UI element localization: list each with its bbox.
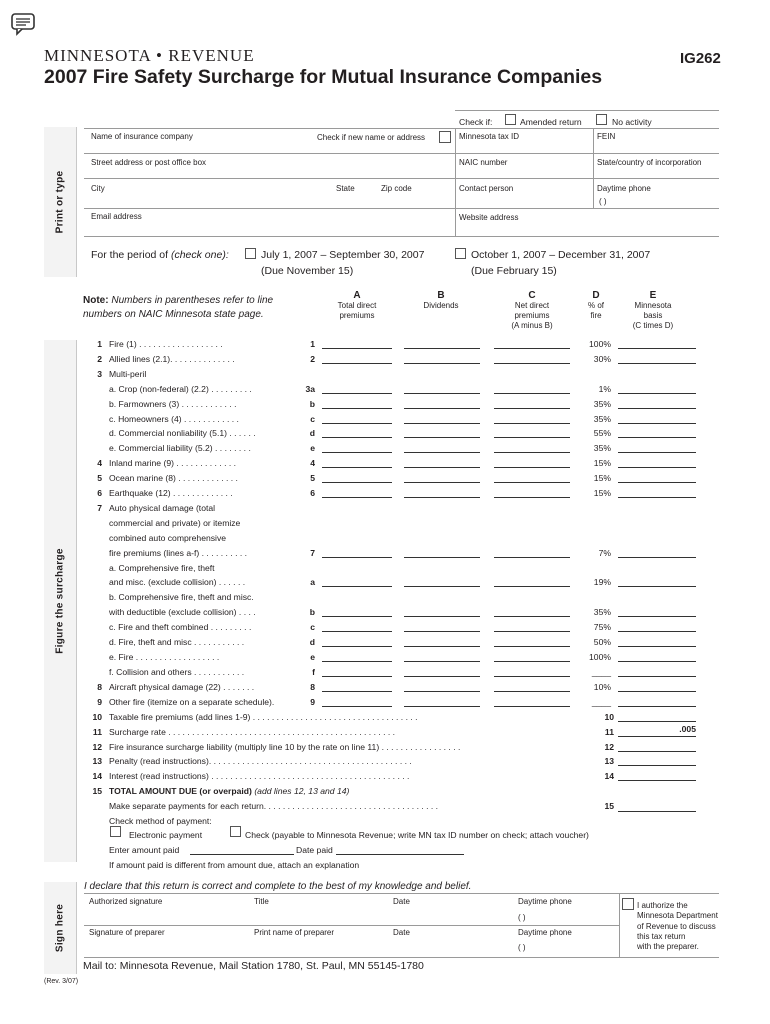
no-activity-label: No activity xyxy=(612,117,652,127)
row-description: combined auto comprehensive xyxy=(109,533,227,543)
column-a-field[interactable] xyxy=(322,393,392,394)
total-number: 10 xyxy=(92,712,102,722)
check-if-label: Check if: xyxy=(459,117,493,127)
row-line-ref: 9 xyxy=(310,697,315,707)
street-address-field[interactable]: Street address or post office box xyxy=(91,158,207,167)
column-c-field[interactable] xyxy=(494,467,570,468)
column-a-header: A Total direct premiums xyxy=(337,290,377,320)
column-c-field[interactable] xyxy=(494,408,570,409)
column-e-field[interactable] xyxy=(618,616,696,617)
column-e-field[interactable] xyxy=(618,437,696,438)
column-d-header: D % of fire xyxy=(587,290,604,320)
column-a-field[interactable] xyxy=(322,557,392,558)
revision-date: (Rev. 3/07) xyxy=(44,978,79,985)
total-amount-field[interactable] xyxy=(618,721,696,722)
column-b-field[interactable] xyxy=(404,482,480,483)
print-or-type-band xyxy=(44,127,77,277)
row-number: 9 xyxy=(97,697,102,707)
column-c-field[interactable] xyxy=(494,676,570,677)
row-line-ref: b xyxy=(309,399,315,409)
new-name-label: Check if new name or address xyxy=(317,133,426,142)
total-line-ref: 13 xyxy=(604,756,614,766)
email-field[interactable]: Email address xyxy=(91,212,142,221)
row-line-ref: 4 xyxy=(310,458,315,468)
row-line-ref: 2 xyxy=(310,354,315,364)
fein-field[interactable]: FEIN xyxy=(597,132,616,141)
column-e-field[interactable] xyxy=(618,467,696,468)
no-activity-checkbox[interactable] xyxy=(596,114,607,125)
row-line-ref: 6 xyxy=(310,488,315,498)
row-description: Multi-peril xyxy=(109,369,147,379)
column-b-field[interactable] xyxy=(404,348,480,349)
row-percent: ____ xyxy=(591,697,611,707)
row-line-ref: c xyxy=(310,622,315,632)
line15-separate: Make separate payments for each return. . . . . . . . . . . . . . . . . . . . . . . . . . . . . . . . . . . . . xyxy=(109,801,439,811)
state-field[interactable]: State xyxy=(336,184,355,193)
tax-id-field[interactable]: Minnesota tax ID xyxy=(459,132,520,141)
column-a-field[interactable] xyxy=(322,348,392,349)
column-b-field[interactable] xyxy=(404,557,480,558)
row-line-ref: 8 xyxy=(310,682,315,692)
row-description: fire premiums (lines a-f) . . . . . . . . . . xyxy=(109,548,248,558)
column-c-header: C Net direct premiums (A minus B) xyxy=(511,290,553,330)
row-description: Ocean marine (8) . . . . . . . . . . . . . xyxy=(109,473,238,483)
column-a-field[interactable] xyxy=(322,676,392,677)
row-number: 3 xyxy=(97,369,102,379)
page-title: 2007 Fire Safety Surcharge for Mutual Insurance Companies xyxy=(44,66,603,88)
column-a-field[interactable] xyxy=(322,586,392,587)
column-e-field[interactable] xyxy=(618,646,696,647)
row-description: e. Commercial liability (5.2) . . . . . . . . xyxy=(109,443,251,453)
row-percent: ____ xyxy=(591,667,611,677)
sign-here-band xyxy=(44,882,77,974)
column-b-field[interactable] xyxy=(404,676,480,677)
column-b-field[interactable] xyxy=(404,408,480,409)
check-payment-checkbox[interactable] xyxy=(230,826,241,837)
row-line-ref: d xyxy=(309,637,315,647)
row-line-ref: e xyxy=(310,652,315,662)
payment-method-label: Check method of payment: xyxy=(109,816,212,826)
row-percent: 15% xyxy=(593,458,611,468)
row-line-ref: b xyxy=(309,607,315,617)
total-description: Taxable fire premiums (add lines 1-9) . . . . . . . . . . . . . . . . . . . . . . . . . . . . . . . . . . . xyxy=(109,712,418,722)
row-description: c. Fire and theft combined . . . . . . . . . xyxy=(109,622,252,632)
column-c-field[interactable] xyxy=(494,363,570,364)
figure-surcharge-band xyxy=(44,340,77,862)
electronic-payment-checkbox[interactable] xyxy=(110,826,121,837)
column-c-field[interactable] xyxy=(494,437,570,438)
column-c-field[interactable] xyxy=(494,616,570,617)
line15-number: 15 xyxy=(92,786,102,796)
check-payment-label: Check (payable to Minnesota Revenue; write MN tax ID number on check; attach voucher) xyxy=(245,830,589,840)
row-description: b. Comprehensive fire, theft and misc. xyxy=(109,592,254,602)
row-number: 1 xyxy=(97,339,102,349)
line15-ref: 15 xyxy=(604,801,614,811)
state-country-field[interactable]: State/country of incorporation xyxy=(597,158,702,167)
row-line-ref: e xyxy=(310,443,315,453)
column-e-field[interactable] xyxy=(618,363,696,364)
row-description: with deductible (exclude collision) . . . . xyxy=(109,607,256,617)
column-c-field[interactable] xyxy=(494,482,570,483)
city-field[interactable]: City xyxy=(91,184,105,193)
column-e-field[interactable] xyxy=(618,393,696,394)
electronic-payment-label: Electronic payment xyxy=(129,830,203,840)
mail-to-address: Mail to: Minnesota Revenue, Mail Station 1780, St. Paul, MN 55145-1780 xyxy=(83,960,424,972)
period-q3-due: (Due November 15) xyxy=(261,265,354,277)
row-description: b. Farmowners (3) . . . . . . . . . . . . xyxy=(109,399,237,409)
column-b-field[interactable] xyxy=(404,423,480,424)
column-e-field[interactable] xyxy=(618,557,696,558)
total-amount-field[interactable] xyxy=(618,765,696,766)
row-number: 8 xyxy=(97,682,102,692)
amended-return-checkbox[interactable] xyxy=(505,114,516,125)
total-line-ref: 11 xyxy=(604,727,614,737)
row-line-ref: 3a xyxy=(305,384,315,394)
print-or-type-label: Print or type xyxy=(54,170,66,234)
row-description: d. Fire, theft and misc . . . . . . . . . . . xyxy=(109,637,245,647)
row-line-ref: 1 xyxy=(310,339,315,349)
row-line-ref: 7 xyxy=(310,548,315,558)
row-percent: 15% xyxy=(593,488,611,498)
period-q3-label: July 1, 2007 – September 30, 2007 xyxy=(261,249,425,261)
preparer-date-field[interactable]: Date xyxy=(393,928,410,937)
column-e-field[interactable] xyxy=(618,631,696,632)
column-c-field[interactable] xyxy=(494,661,570,662)
period-q4-label: October 1, 2007 – December 31, 2007 xyxy=(471,249,651,261)
date-paid-field[interactable] xyxy=(336,854,464,855)
comment-icon[interactable] xyxy=(10,12,36,36)
period-q4-checkbox[interactable] xyxy=(455,248,466,259)
total-amount-field[interactable] xyxy=(618,780,696,781)
row-percent: 19% xyxy=(593,577,611,587)
total-description: Surcharge rate . . . . . . . . . . . . . . . . . . . . . . . . . . . . . . . . . . . . . . . . . . . . . . . . xyxy=(109,727,396,737)
total-amount-field[interactable] xyxy=(618,736,696,737)
row-percent: 15% xyxy=(593,473,611,483)
signer-phone-paren: ( ) xyxy=(518,913,526,922)
column-b-field[interactable] xyxy=(404,661,480,662)
column-b-field[interactable] xyxy=(404,363,480,364)
column-e-field[interactable] xyxy=(618,586,696,587)
total-line-ref: 14 xyxy=(604,771,614,781)
row-percent: 1% xyxy=(598,384,611,394)
row-description: c. Homeowners (4) . . . . . . . . . . . . xyxy=(109,414,239,424)
column-b-field[interactable] xyxy=(404,497,480,498)
column-e-field[interactable] xyxy=(618,482,696,483)
column-a-field[interactable] xyxy=(322,706,392,707)
column-b-field[interactable] xyxy=(404,616,480,617)
row-line-ref: 5 xyxy=(310,473,315,483)
row-description: e. Fire . . . . . . . . . . . . . . . . . . xyxy=(109,652,220,662)
authorized-signature-field[interactable]: Authorized signature xyxy=(89,897,163,906)
column-c-field[interactable] xyxy=(494,557,570,558)
column-e-field[interactable] xyxy=(618,691,696,692)
naic-number-field[interactable]: NAIC number xyxy=(459,158,508,167)
column-c-field[interactable] xyxy=(494,393,570,394)
column-c-field[interactable] xyxy=(494,706,570,707)
row-number: 7 xyxy=(97,503,102,513)
authorize-preparer-checkbox[interactable] xyxy=(622,898,634,910)
row-percent: 7% xyxy=(598,548,611,558)
sign-here-label: Sign here xyxy=(54,903,66,953)
column-a-field[interactable] xyxy=(322,408,392,409)
column-c-field[interactable] xyxy=(494,691,570,692)
new-name-checkbox[interactable] xyxy=(439,131,451,143)
column-e-field[interactable] xyxy=(618,497,696,498)
column-c-field[interactable] xyxy=(494,423,570,424)
date-paid-label: Date paid xyxy=(296,845,333,855)
column-a-field[interactable] xyxy=(322,363,392,364)
row-description: Auto physical damage (total xyxy=(109,503,216,513)
row-percent: 50% xyxy=(593,637,611,647)
total-description: Fire insurance surcharge liability (multiply line 10 by the rate on line 11) . . . . . . . . . . . . . . . . . xyxy=(109,742,461,752)
column-c-field[interactable] xyxy=(494,631,570,632)
row-description: Other fire (itemize on a separate schedule). xyxy=(109,697,275,707)
row-description: f. Collision and others . . . . . . . . . . . xyxy=(109,667,245,677)
column-b-field[interactable] xyxy=(404,467,480,468)
daytime-phone-field[interactable]: Daytime phone xyxy=(597,184,651,193)
row-description: Allied lines (2.1). . . . . . . . . . . . . . xyxy=(109,354,235,364)
column-a-field[interactable] xyxy=(322,482,392,483)
column-a-field[interactable] xyxy=(322,631,392,632)
amended-return-label: Amended return xyxy=(520,117,582,127)
row-number: 2 xyxy=(97,354,102,364)
column-b-header: B Dividends xyxy=(423,290,459,310)
column-b-field[interactable] xyxy=(404,437,480,438)
website-field[interactable]: Website address xyxy=(459,213,519,222)
row-description: and misc. (exclude collision) . . . . . . xyxy=(109,577,246,587)
figure-surcharge-label: Figure the surcharge xyxy=(54,548,66,654)
preparer-name-field[interactable]: Print name of preparer xyxy=(254,928,335,937)
row-description: a. Crop (non-federal) (2.2) . . . . . . . . . xyxy=(109,384,252,394)
row-description: Earthquake (12) . . . . . . . . . . . . . xyxy=(109,488,233,498)
brand-logo: MINNESOTA • REVENUE xyxy=(44,46,255,65)
column-b-field[interactable] xyxy=(404,631,480,632)
row-description: d. Commercial nonliability (5.1) . . . . . . xyxy=(109,428,256,438)
total-amount-field[interactable] xyxy=(618,751,696,752)
column-e-field[interactable] xyxy=(618,661,696,662)
zip-field[interactable]: Zip code xyxy=(381,184,412,193)
row-percent: 75% xyxy=(593,622,611,632)
column-c-field[interactable] xyxy=(494,646,570,647)
column-a-field[interactable] xyxy=(322,497,392,498)
column-a-field[interactable] xyxy=(322,661,392,662)
row-percent: 35% xyxy=(593,607,611,617)
column-a-field[interactable] xyxy=(322,423,392,424)
company-name-field[interactable]: Name of insurance company xyxy=(91,132,193,141)
row-description: commercial and private) or itemize xyxy=(109,518,241,528)
authorize-preparer-text: I authorize the Minnesota Department of Revenue to discuss this tax return with the preparer. xyxy=(637,901,718,952)
column-c-field[interactable] xyxy=(494,348,570,349)
row-percent: 100% xyxy=(589,339,611,349)
total-description: Interest (read instructions) . . . . . . . . . . . . . . . . . . . . . . . . . . . . . . . . . . . . . . . . . . xyxy=(109,771,410,781)
row-number: 5 xyxy=(97,473,102,483)
row-line-ref: a xyxy=(310,577,315,587)
column-c-field[interactable] xyxy=(494,452,570,453)
row-percent: 30% xyxy=(593,354,611,364)
title-field[interactable]: Title xyxy=(254,897,269,906)
amount-paid-field[interactable] xyxy=(190,854,294,855)
period-q4-due: (Due February 15) xyxy=(471,265,557,277)
preparer-signature-field[interactable]: Signature of preparer xyxy=(89,928,165,937)
enter-amount-label: Enter amount paid xyxy=(109,845,180,855)
total-line-ref: 12 xyxy=(604,742,614,752)
column-a-field[interactable] xyxy=(322,646,392,647)
difference-note: If amount paid is different from amount due, attach an explanation xyxy=(109,860,360,870)
row-description: Aircraft physical damage (22) . . . . . . . xyxy=(109,682,255,692)
line15-title: TOTAL AMOUNT DUE (or overpaid) (add lines 12, 13 and 14) xyxy=(109,786,350,796)
column-b-field[interactable] xyxy=(404,586,480,587)
preparer-phone-paren: ( ) xyxy=(518,943,526,952)
total-line-ref: 10 xyxy=(604,712,614,722)
row-number: 4 xyxy=(97,458,102,468)
total-number: 13 xyxy=(92,756,102,766)
total-number: 14 xyxy=(92,771,102,781)
column-b-field[interactable] xyxy=(404,706,480,707)
column-e-field[interactable] xyxy=(618,423,696,424)
row-description: a. Comprehensive fire, theft xyxy=(109,563,215,573)
total-number: 11 xyxy=(92,727,102,737)
period-label: For the period of (check one): xyxy=(91,249,229,261)
date-field[interactable]: Date xyxy=(393,897,410,906)
row-percent: 35% xyxy=(593,443,611,453)
row-description: Inland marine (9) . . . . . . . . . . . . . xyxy=(109,458,237,468)
row-line-ref: d xyxy=(309,428,315,438)
column-b-field[interactable] xyxy=(404,393,480,394)
column-c-field[interactable] xyxy=(494,497,570,498)
column-a-field[interactable] xyxy=(322,437,392,438)
daytime-phone-paren: ( ) xyxy=(599,197,607,206)
preparer-phone-field[interactable]: Daytime phone xyxy=(518,928,572,937)
column-e-field[interactable] xyxy=(618,348,696,349)
note-text: Note: Numbers in parentheses refer to line numbers on NAIC Minnesota state page. xyxy=(83,295,274,320)
total-description: Penalty (read instructions). . . . . . . . . . . . . . . . . . . . . . . . . . . . . . . . . . . . . . . . . . . xyxy=(109,756,412,766)
row-percent: 10% xyxy=(593,682,611,692)
row-line-ref: c xyxy=(310,414,315,424)
row-number: 6 xyxy=(97,488,102,498)
column-b-field[interactable] xyxy=(404,646,480,647)
column-a-field[interactable] xyxy=(322,616,392,617)
column-c-field[interactable] xyxy=(494,586,570,587)
row-description: Fire (1) . . . . . . . . . . . . . . . . . . xyxy=(109,339,223,349)
column-a-field[interactable] xyxy=(322,467,392,468)
row-percent: 35% xyxy=(593,399,611,409)
row-line-ref: f xyxy=(312,667,315,677)
signer-phone-field[interactable]: Daytime phone xyxy=(518,897,572,906)
row-percent: 35% xyxy=(593,414,611,424)
column-e-field[interactable] xyxy=(618,408,696,409)
declaration-text: I declare that this return is correct and complete to the best of my knowledge and belief. xyxy=(84,881,472,892)
contact-person-field[interactable]: Contact person xyxy=(459,184,514,193)
line15-amount-field[interactable] xyxy=(618,811,696,812)
row-percent: 100% xyxy=(589,652,611,662)
total-number: 12 xyxy=(92,742,102,752)
column-b-field[interactable] xyxy=(404,691,480,692)
column-a-field[interactable] xyxy=(322,691,392,692)
column-e-field[interactable] xyxy=(618,452,696,453)
form-id: IG262 xyxy=(680,50,721,67)
column-b-field[interactable] xyxy=(404,452,480,453)
row-percent: 55% xyxy=(593,428,611,438)
column-a-field[interactable] xyxy=(322,452,392,453)
column-e-field[interactable] xyxy=(618,676,696,677)
column-e-header: E Minnesota basis (C times D) xyxy=(632,290,674,330)
period-q3-checkbox[interactable] xyxy=(245,248,256,259)
total-value: .005 xyxy=(679,724,696,734)
column-e-field[interactable] xyxy=(618,706,696,707)
